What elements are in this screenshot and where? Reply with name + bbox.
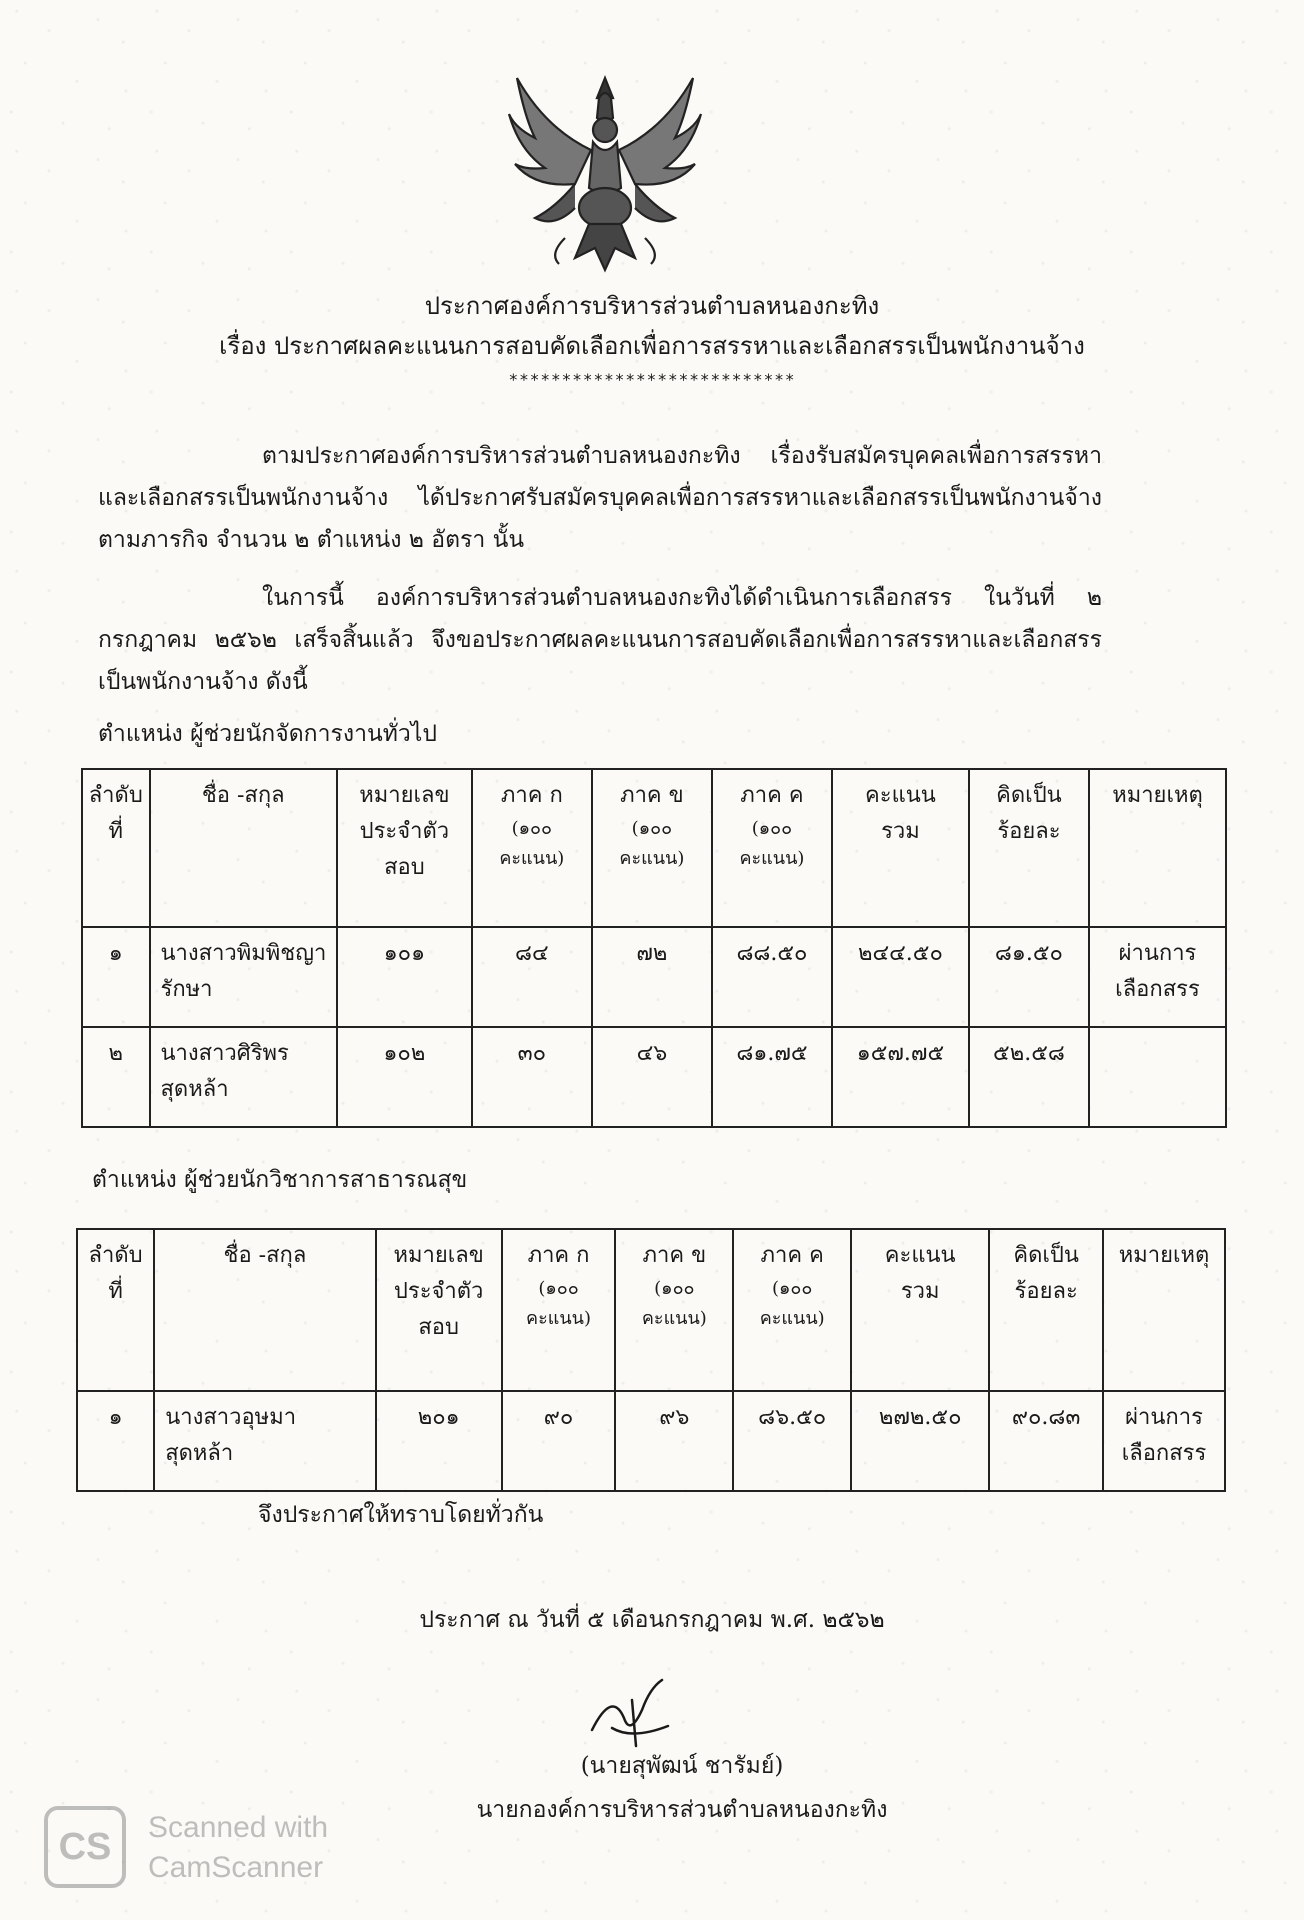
cell-exam-id: ๑๐๒	[337, 1027, 472, 1127]
cell-total: ๒๗๒.๕๐	[851, 1391, 989, 1491]
position-heading-general-admin: ตำแหน่ง ผู้ช่วยนักจัดการงานทั่วไป	[98, 721, 437, 747]
col-header-percent: คิดเป็น ร้อยละ	[969, 769, 1089, 927]
cell-part-c: ๘๑.๗๕	[712, 1027, 832, 1127]
col-header-remark: หมายเหตุ	[1103, 1229, 1225, 1391]
cell-part-b: ๔๖	[592, 1027, 712, 1127]
watermark-text	[148, 1808, 328, 1888]
col-header-remark: หมายเหตุ	[1089, 769, 1226, 927]
position-heading-public-health: ตำแหน่ง ผู้ช่วยนักวิชาการสาธารณสุข	[92, 1167, 468, 1193]
col-header-percent: คิดเป็น ร้อยละ	[989, 1229, 1103, 1391]
announcement-title: ประกาศองค์การบริหารส่วนตำบลหนองกะทิง	[424, 292, 880, 320]
col-header-part-c: ภาค ค (๑๐๐ คะแนน)	[712, 769, 832, 927]
closing-statement: จึงประกาศให้ทราบโดยทั่วกัน	[258, 1502, 544, 1528]
col-header-name: ชื่อ -สกุล	[150, 769, 337, 927]
intro-paragraph: ตามประกาศองค์การบริหารส่วนตำบลหนองกะทิง เรื่องรับสมัครบุคคลเพื่อการสรรหาและเลือกสรรเป็นพนักงานจ้าง ได้ประกาศรับสมัครบุคคลเพื่อการสรรหาและเลือกสรรเป็นพนักงานจ้างตามภารกิจ จำนวน ๒ ตำแหน่ง ๒ อัตรา นั้น	[98, 443, 1102, 553]
cell-remark: ผ่านการ เลือกสรร	[1103, 1391, 1225, 1491]
col-header-part-b: ภาค ข (๑๐๐ คะแนน)	[592, 769, 712, 927]
col-header-total: คะแนน รวม	[851, 1229, 989, 1391]
cell-part-a: ๓๐	[472, 1027, 592, 1127]
result-paragraph: ในการนี้ องค์การบริหารส่วนตำบลหนองกะทิงได้ดำเนินการเลือกสรร ในวันที่ ๒ กรกฎาคม ๒๕๖๒ เสร็จสิ้นแล้ว จึงขอประกาศผลคะแนนการสอบคัดเลือกเพื่อการสรรหาและเลือกสรรเป็นพนักงานจ้าง ดังนี้	[98, 585, 1102, 695]
cell-part-c: ๘๖.๕๐	[733, 1391, 851, 1491]
table-header-row	[82, 769, 1226, 927]
cell-name: นางสาวอุษมา สุดหล้า	[154, 1391, 375, 1491]
table-row	[77, 1391, 1225, 1491]
cell-percent: ๘๑.๕๐	[969, 927, 1089, 1027]
watermark-line1: Scanned with	[148, 1811, 329, 1844]
col-header-exam-id: หมายเลข ประจำตัว สอบ	[337, 769, 472, 927]
col-header-no: ลำดับ ที่	[77, 1229, 154, 1391]
cell-name: นางสาวศิริพร สุดหล้า	[150, 1027, 337, 1127]
cell-part-c: ๘๘.๕๐	[712, 927, 832, 1027]
cell-part-b: ๙๖	[615, 1391, 733, 1491]
separator-stars: ***************************	[508, 370, 796, 389]
col-header-part-c: ภาค ค (๑๐๐ คะแนน)	[733, 1229, 851, 1391]
col-header-no: ลำดับ ที่	[82, 769, 150, 927]
cell-part-a: ๙๐	[502, 1391, 616, 1491]
cell-percent: ๙๐.๘๓	[989, 1391, 1103, 1491]
col-header-exam-id: หมายเลข ประจำตัว สอบ	[376, 1229, 502, 1391]
cell-total: ๒๔๔.๕๐	[832, 927, 969, 1027]
announcement-date: ประกาศ ณ วันที่ ๕ เดือนกรกฎาคม พ.ศ. ๒๕๖๒	[419, 1607, 885, 1633]
score-table-general-admin	[81, 768, 1227, 1128]
cell-percent: ๕๒.๕๘	[969, 1027, 1089, 1127]
cell-part-a: ๘๔	[472, 927, 592, 1027]
signer-title: นายกองค์การบริหารส่วนตำบลหนองกะทิง	[476, 1797, 888, 1823]
cell-remark	[1089, 1027, 1226, 1127]
handwritten-signature-icon	[572, 1670, 692, 1750]
col-header-name: ชื่อ -สกุล	[154, 1229, 375, 1391]
col-header-part-a: ภาค ก (๑๐๐ คะแนน)	[502, 1229, 616, 1391]
table-row	[82, 927, 1226, 1027]
signer-name: (นายสุพัฒน์ ชารัมย์)	[580, 1753, 784, 1779]
score-table-public-health	[76, 1228, 1226, 1492]
camscanner-logo-icon: CS	[44, 1806, 126, 1888]
cell-no: ๒	[82, 1027, 150, 1127]
cell-part-b: ๗๒	[592, 927, 712, 1027]
col-header-part-b: ภาค ข (๑๐๐ คะแนน)	[615, 1229, 733, 1391]
col-header-part-a: ภาค ก (๑๐๐ คะแนน)	[472, 769, 592, 927]
garuda-emblem-icon	[505, 58, 705, 280]
cell-name: นางสาวพิมพิชญา รักษา	[150, 927, 337, 1027]
cell-exam-id: ๒๐๑	[376, 1391, 502, 1491]
cell-total: ๑๕๗.๗๕	[832, 1027, 969, 1127]
table-header-row	[77, 1229, 1225, 1391]
cell-no: ๑	[82, 927, 150, 1027]
cell-remark: ผ่านการ เลือกสรร	[1089, 927, 1226, 1027]
col-header-total: คะแนน รวม	[832, 769, 969, 927]
camscanner-watermark	[44, 1806, 374, 1894]
announcement-subject: เรื่อง ประกาศผลคะแนนการสอบคัดเลือกเพื่อการสรรหาและเลือกสรรเป็นพนักงานจ้าง	[219, 332, 1085, 360]
table-row	[82, 1027, 1226, 1127]
cell-exam-id: ๑๐๑	[337, 927, 472, 1027]
cell-no: ๑	[77, 1391, 154, 1491]
watermark-line2: CamScanner	[148, 1851, 324, 1884]
